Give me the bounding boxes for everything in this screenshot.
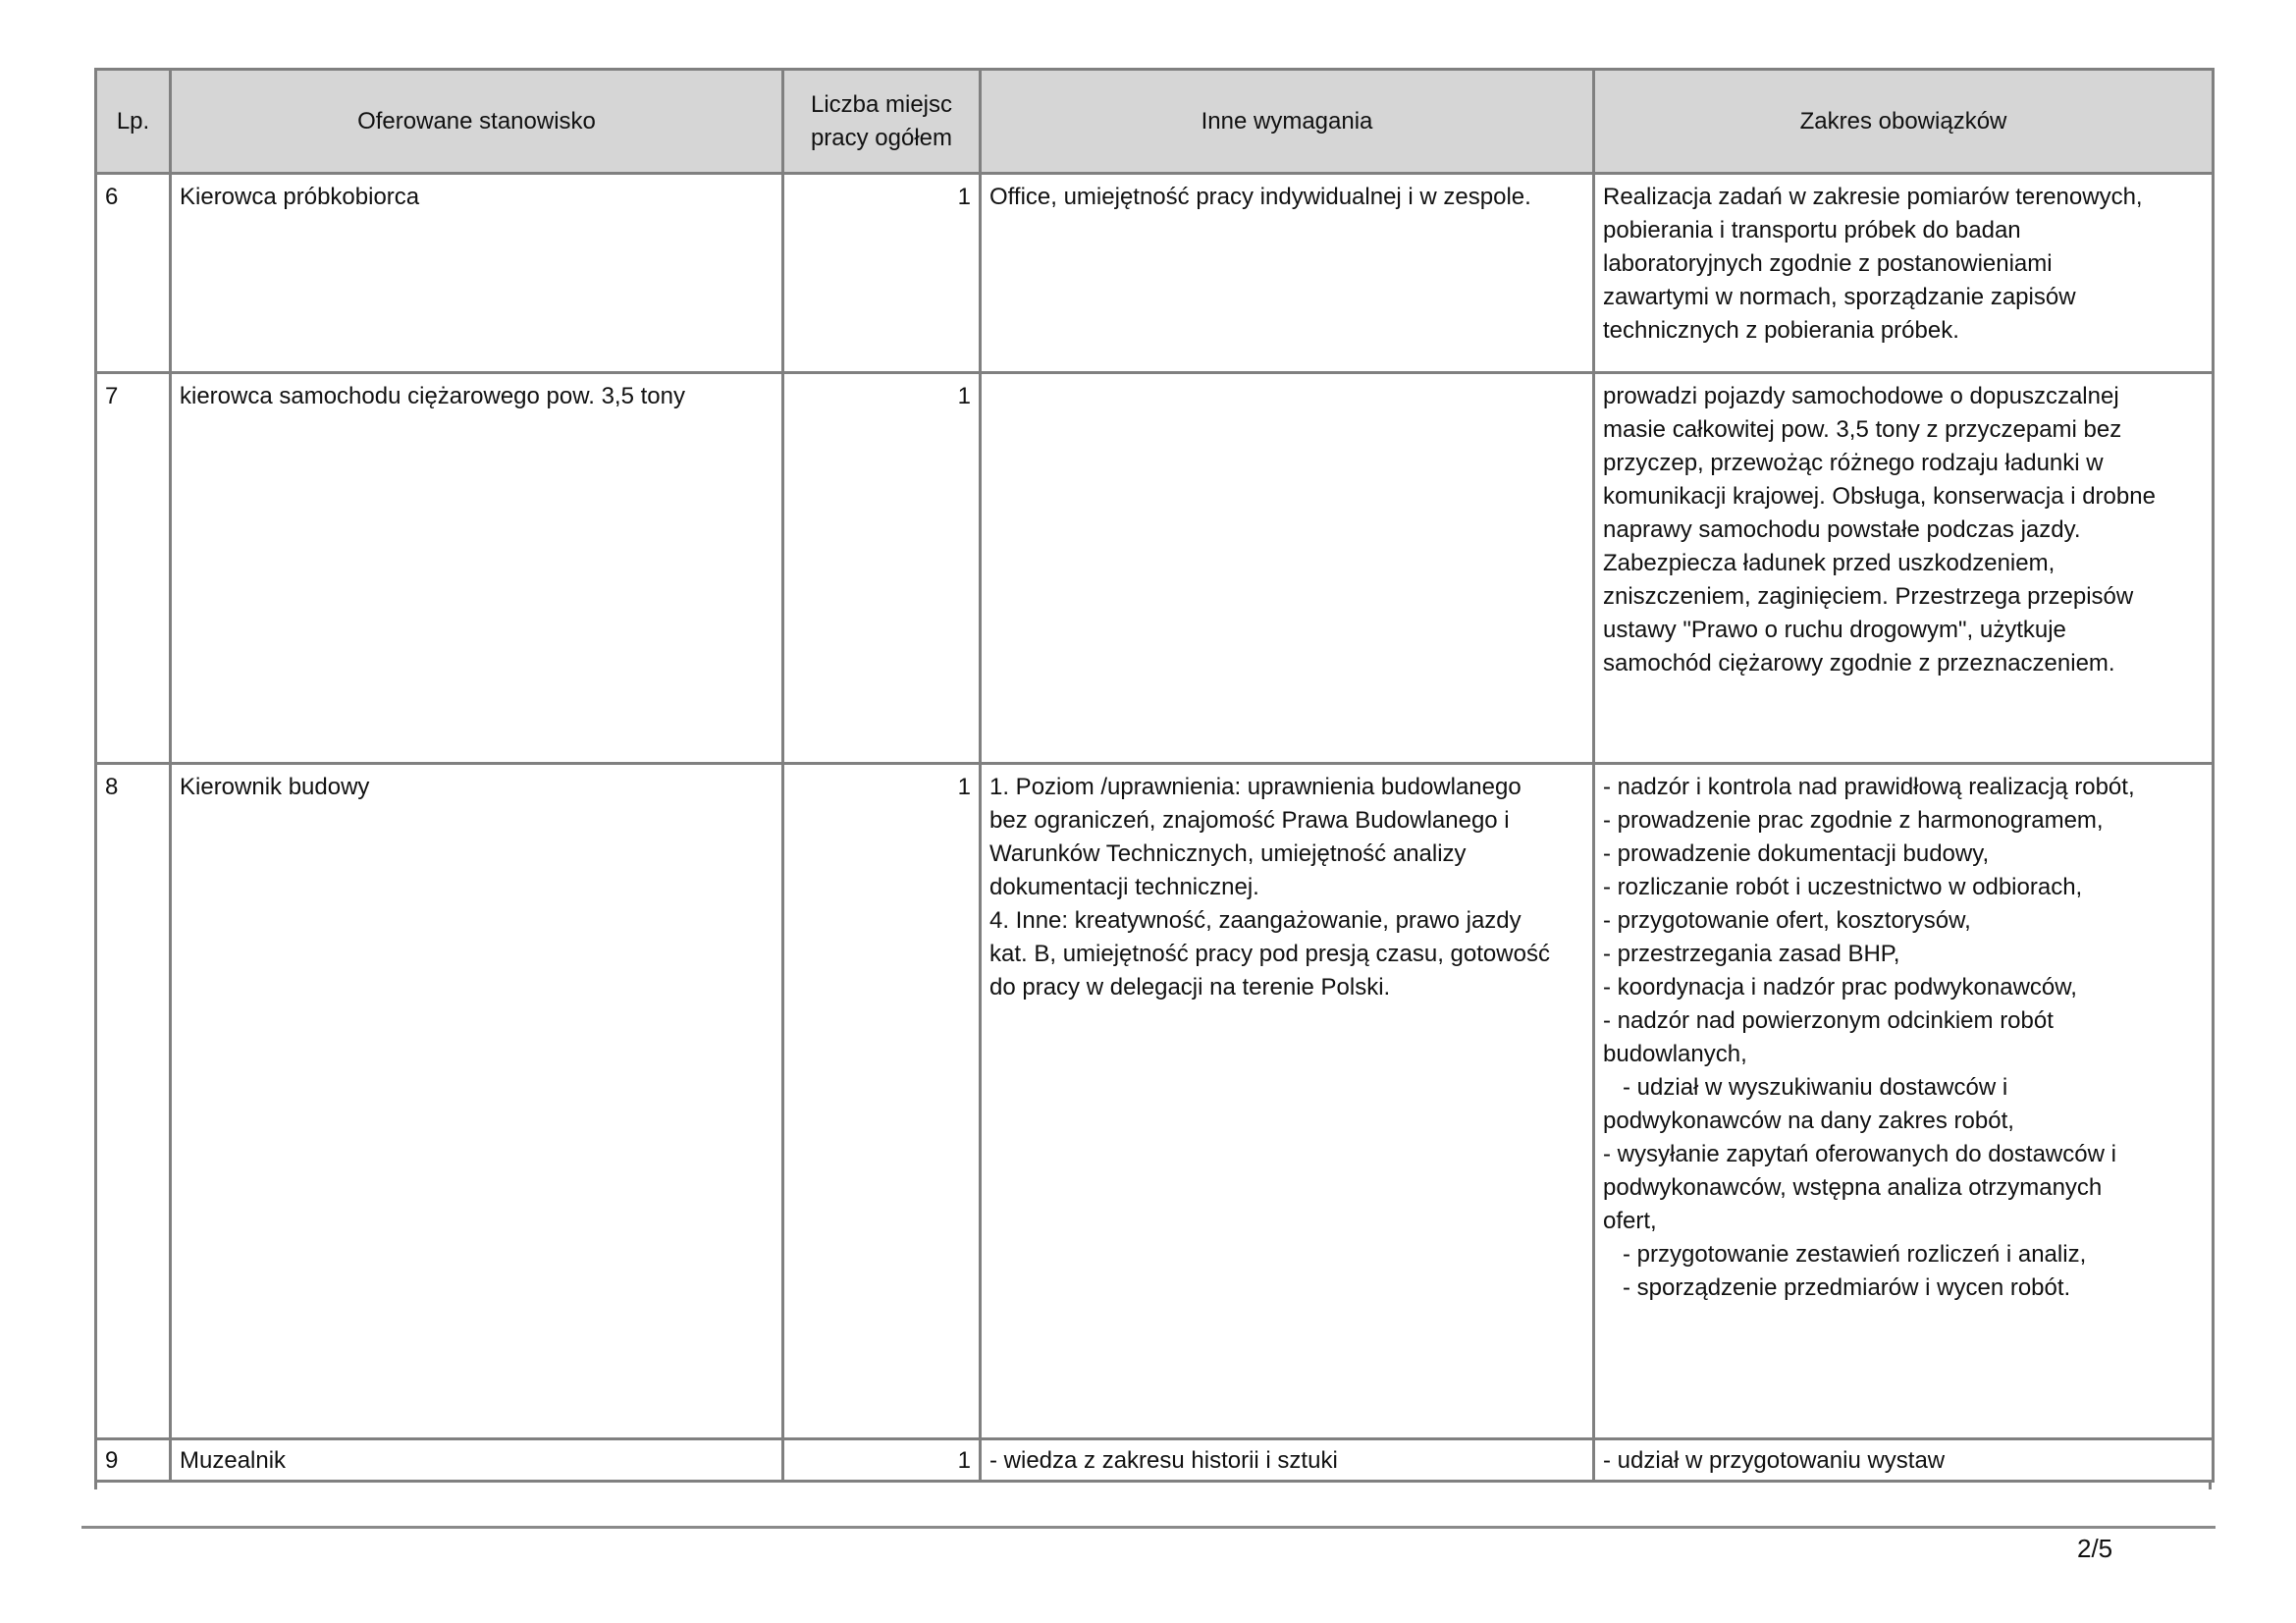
cell-duties: prowadzi pojazdy samochodowe o dopuszczalnej masie całkowitej pow. 3,5 tony z przyczepami bez przyczep, przewożąc różnego rodzaju ładunki w komunikacji krajowej. Obsługa, konserwacja i drobne naprawy samochodu powstałe podczas jazdy. Zabezpiecza ładunek przed uszkodzeniem, zniszczeniem, zaginięciem. Przestrzega przepisów ustawy "Prawo o ruchu drogowym", użytkuje samochód ciężarowy zgodnie z przeznaczeniem. [1594, 373, 2214, 764]
cell-lp: 9 [96, 1439, 171, 1482]
header-position: Oferowane stanowisko [171, 70, 783, 174]
cell-lp: 6 [96, 174, 171, 373]
header-duties: Zakres obowiązków [1594, 70, 2214, 174]
table-continuation-stub [94, 1480, 97, 1489]
cell-position: Kierowca próbkobiorca [171, 174, 783, 373]
cell-duties: - nadzór i kontrola nad prawidłową realizacją robót, - prowadzenie prac zgodnie z harmonogramem, - prowadzenie dokumentacji budowy, - rozliczanie robót i uczestnictwo w odbiorach, - przygotowanie ofert, kosztorysów, - przestrzegania zasad BHP, - koordynacja i nadzór prac podwykonawców, - nadzór nad powierzonym odcinkiem robót budowlanych, - udział w wyszukiwaniu dostawców i podwykonawców na dany zakres robót, - wysyłanie zapytań oferowanych do dostawców i podwykonawców, wstępna analiza otrzymanych ofert, - przygotowanie zestawień rozliczeń i analiz, - sporządzenie przedmiarów i wycen robót. [1594, 764, 2214, 1439]
cell-requirements: Office, umiejętność pracy indywidualnej i w zespole. [981, 174, 1594, 373]
cell-count: 1 [783, 174, 981, 373]
cell-duties: Realizacja zadań w zakresie pomiarów terenowych, pobierania i transportu próbek do badan laboratoryjnych zgodnie z postanowieniami zawartymi w normach, sporządzanie zapisów technicznych z pobierania próbek. [1594, 174, 2214, 373]
cell-position: Kierownik budowy [171, 764, 783, 1439]
cell-count: 1 [783, 373, 981, 764]
cell-count: 1 [783, 764, 981, 1439]
table-header-row [96, 70, 2214, 174]
header-count: Liczba miejsc pracy ogółem [783, 70, 981, 174]
cell-lp: 7 [96, 373, 171, 764]
cell-position: Muzealnik [171, 1439, 783, 1482]
header-lp: Lp. [96, 70, 171, 174]
footer-divider [81, 1526, 2216, 1529]
table-row [96, 1439, 2214, 1482]
page-number: 2/5 [2077, 1534, 2113, 1563]
table-row [96, 373, 2214, 764]
cell-position: kierowca samochodu ciężarowego pow. 3,5 tony [171, 373, 783, 764]
job-offers-table [94, 68, 2215, 1483]
cell-requirements: 1. Poziom /uprawnienia: uprawnienia budowlanego bez ograniczeń, znajomość Prawa Budowlanego i Warunków Technicznych, umiejętność analizy dokumentacji technicznej. 4. Inne: kreatywność, zaangażowanie, prawo jazdy kat. B, umiejętność pracy pod presją czasu, gotowość do pracy w delegacji na terenie Polski. [981, 764, 1594, 1439]
cell-count: 1 [783, 1439, 981, 1482]
cell-duties: - udział w przygotowaniu wystaw [1594, 1439, 2214, 1482]
header-requirements: Inne wymagania [981, 70, 1594, 174]
table-row [96, 764, 2214, 1439]
cell-requirements [981, 373, 1594, 764]
table-row [96, 174, 2214, 373]
cell-lp: 8 [96, 764, 171, 1439]
cell-requirements: - wiedza z zakresu historii i sztuki [981, 1439, 1594, 1482]
table-continuation-stub [2209, 1480, 2212, 1489]
